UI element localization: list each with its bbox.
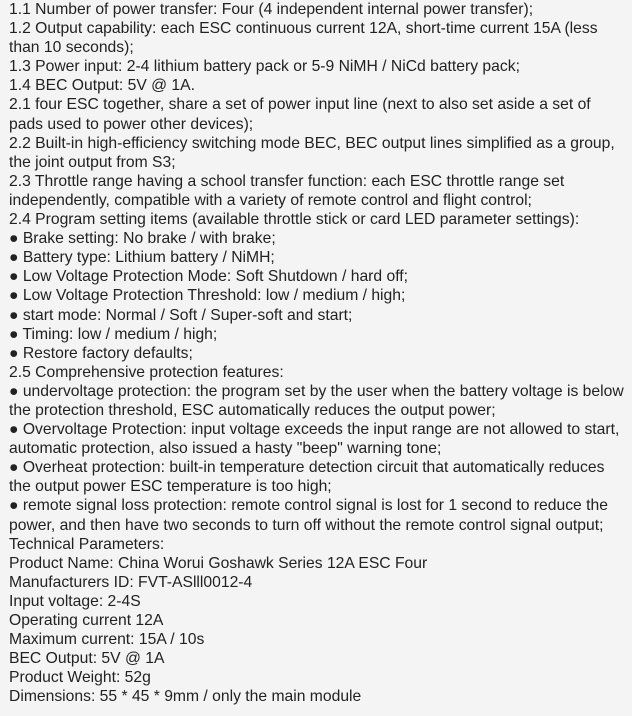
spec-line-2-4: 2.4 Program setting items (available throttle stick or card LED parameter settings):	[9, 211, 580, 229]
operating-current: Operating current 12A	[9, 612, 164, 629]
bullet-restore-defaults: ● Restore factory defaults;	[9, 344, 193, 362]
spec-line-2-2: 2.2 Built-in high-efficiency switching mode BEC, BEC output lines simplified as a group, the joint output from S3;	[9, 134, 615, 171]
spec-line-2-1: 2.1 four ESC together, share a set of power input line (next to also set aside a set of pads used to power other devices);	[9, 96, 591, 133]
spec-line-1-4: 1.4 BEC Output: 5V @ 1A.	[9, 77, 195, 95]
bullet-battery-type: ● Battery type: Lithium battery / NiMH;	[9, 249, 275, 267]
input-voltage: Input voltage: 2-4S	[9, 592, 141, 610]
bullet-low-voltage-threshold: ● Low Voltage Protection Threshold: low / medium / high;	[9, 287, 406, 305]
spec-line-1-1: 1.1 Number of power transfer: Four (4 independent internal power transfer);	[9, 1, 534, 18]
maximum-current: Maximum current: 15A / 10s	[9, 631, 205, 649]
bullet-start-mode: ● start mode: Normal / Soft / Super-soft and start;	[9, 306, 353, 324]
spec-text	[9, 0, 625, 706]
manufacturer-id: Manufacturers ID: FVT-ASlll0012-4	[9, 573, 253, 591]
bullet-brake-setting: ● Brake setting: No brake / with brake;	[9, 230, 276, 248]
bec-output: BEC Output: 5V @ 1A	[9, 650, 165, 668]
spec-line-2-5: 2.5 Comprehensive protection features:	[9, 363, 284, 381]
dimensions: Dimensions: 55 * 45 * 9mm / only the main module	[9, 688, 362, 706]
spec-line-2-3: 2.3 Throttle range having a school transfer function: each ESC throttle range set independently, compatible with a variety of remote control and flight control;	[9, 172, 565, 209]
bullet-undervoltage-protection: ● undervoltage protection: the program set by the user when the battery voltage is below the protection threshold, ESC automatically reduces the output power;	[9, 382, 624, 419]
bullet-timing: ● Timing: low / medium / high;	[9, 325, 218, 343]
bullet-overheat-protection: ● Overheat protection: built-in temperature detection circuit that automatically reduces the output power ESC temperature is too high;	[9, 459, 605, 496]
product-weight: Product Weight: 52g	[9, 669, 151, 687]
bullet-signal-loss-protection: ● remote signal loss protection: remote control signal is lost for 1 second to reduce the power, and then have two seconds to turn off without the remote control signal output;	[9, 497, 608, 534]
spec-line-1-2: 1.2 Output capability: each ESC continuous current 12A, short-time current 15A (less than 10 seconds);	[9, 20, 598, 57]
product-name: Product Name: China Worui Goshawk Series 12A ESC Four	[9, 554, 428, 572]
bullet-overvoltage-protection: ● Overvoltage Protection: input voltage exceeds the input range are not allowed to start, automatic protection, also issued a hasty "beep" warning tone;	[9, 421, 620, 458]
technical-heading: Technical Parameters:	[9, 535, 165, 553]
spec-line-1-3: 1.3 Power input: 2-4 lithium battery pack or 5-9 NiMH / NiCd battery pack;	[9, 58, 520, 76]
bullet-low-voltage-mode: ● Low Voltage Protection Mode: Soft Shutdown / hard off;	[9, 268, 409, 286]
